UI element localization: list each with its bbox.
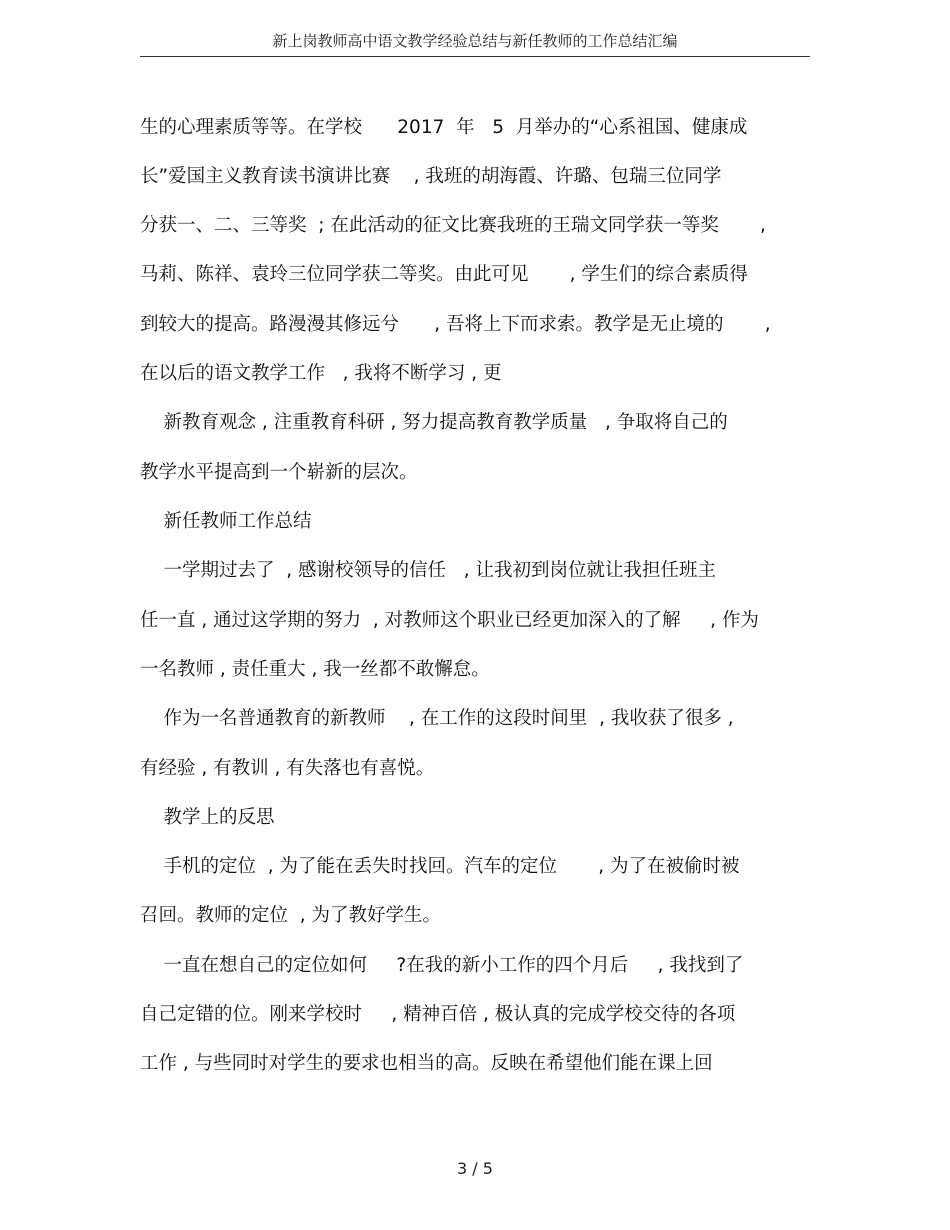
body-line: 在以后的语文教学工作 , 我将不断学习 , 更 [140,363,502,384]
body-line: 生的心理素质等等。在学校 2017 年 5 月举办的“心系祖国、健康成 [140,117,748,138]
body-line: 工作 , 与些同时对学生的要求也相当的高。反映在希望他们能在课上回 [140,1053,713,1074]
section-heading: 新任教师工作总结 [140,511,312,532]
page-header-title: 新上岗教师高中语文教学经验总结与新任教师的工作总结汇编 [272,32,678,50]
body-line: 一学期过去了 , 感谢校领导的信任 , 让我初到岗位就让我担任班主 [140,560,716,581]
body-line: 分获一、二、三等奖 ; 在此活动的征文比赛我班的王瑞文同学获一等奖 , [140,215,766,236]
body-line: 马莉、陈祥、袁玲三位同学获二等奖。由此可见 , 学生们的综合素质得 [140,264,748,285]
body-line: 任一直 , 通过这学期的努力 , 对教师这个职业已经更加深入的了解 , 作为 [140,610,759,631]
body-line: 长”爱国主义教育读书演讲比赛 , 我班的胡海霞、许璐、包瑞三位同学 [140,166,722,187]
body-line: 一名教师 , 责任重大 , 我一丝都不敢懈怠。 [140,659,490,680]
body-line: 教学水平提高到一个崭新的层次。 [140,462,418,483]
page-number: 3 / 5 [457,1159,493,1178]
body-line: 自己定错的位。刚来学校时 , 精神百倍 , 极认真的完成学校交待的各项 [140,1004,736,1025]
body-line: 手机的定位 , 为了能在丢失时找回。汽车的定位 , 为了在被偷时被 [140,856,740,877]
header-divider [140,56,810,57]
body-line: 作为一名普通教育的新教师 , 在工作的这段时间里 , 我收获了很多 , [140,708,734,729]
body-line: 到较大的提高。路漫漫其修远兮 , 吾将上下而求索。教学是无止境的 , [140,314,771,335]
body-line: 召回。教师的定位 , 为了教好学生。 [140,905,442,926]
body-line: 一直在想自己的定位如何 ?在我的新小工作的四个月后 , 我找到了 [140,955,744,976]
body-line: 有经验 , 有教训 , 有失落也有喜悦。 [140,758,435,779]
body-line: 新教育观念 , 注重教育科研 , 努力提高教育教学质量 , 争取将自己的 [140,412,728,433]
section-heading: 教学上的反思 [140,807,275,828]
